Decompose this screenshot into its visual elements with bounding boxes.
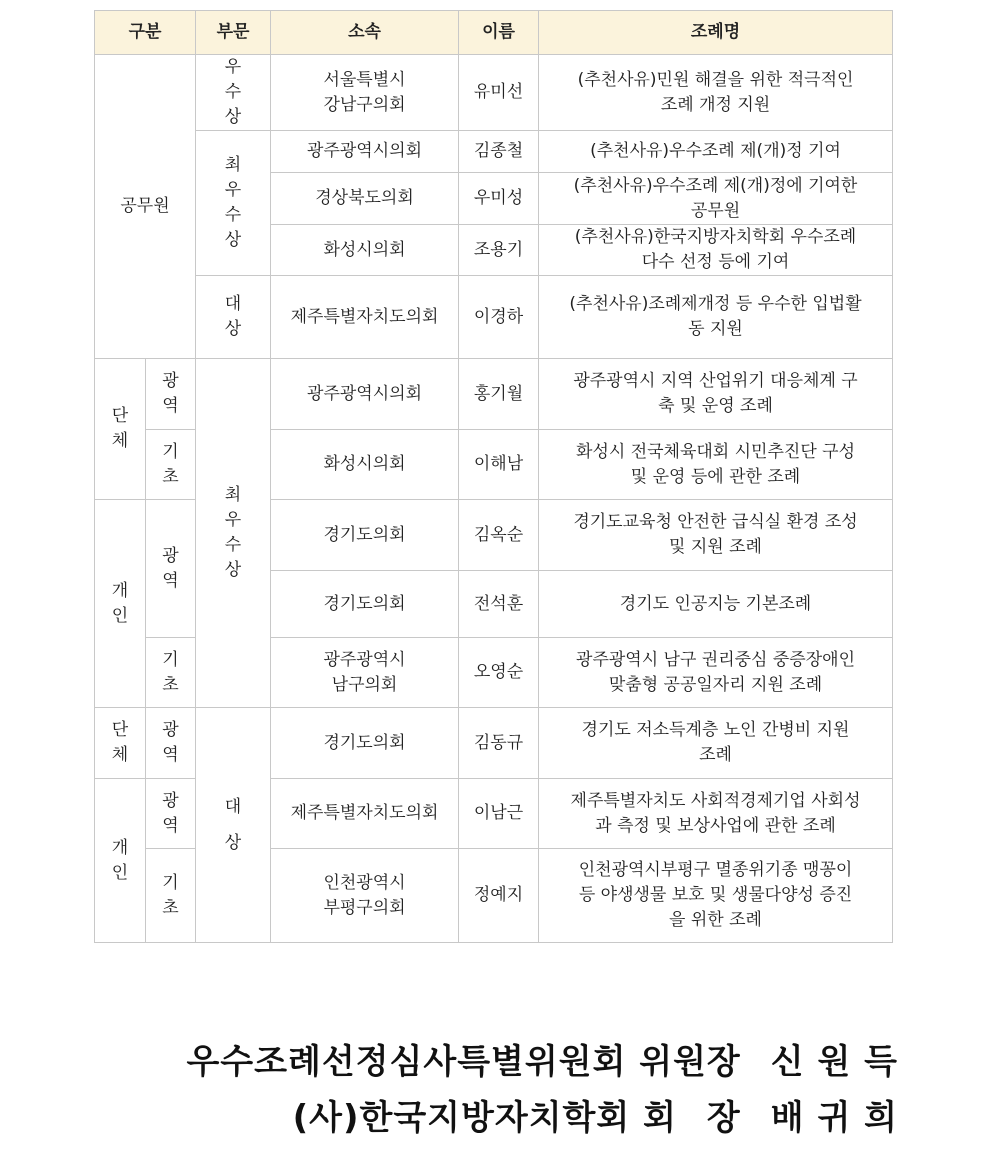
- award-grand-prize: 대상: [196, 276, 271, 359]
- affiliation-cell: 제주특별자치도의회: [271, 779, 459, 849]
- affiliation-cell: 광주광역시의회: [271, 359, 459, 430]
- group-organization: 단체: [95, 708, 146, 779]
- ordinance-cell: 경기도교육청 안전한 급식실 환경 조성 및 지원 조례: [539, 500, 893, 571]
- table-row: [95, 55, 893, 131]
- group-public-official: 공무원: [95, 55, 196, 359]
- award-grand-prize: 대상: [196, 708, 271, 943]
- name-cell: 오영순: [459, 638, 539, 708]
- header-category: 구분: [95, 11, 196, 55]
- committee-chair-name: 신 원 득: [770, 1042, 898, 1082]
- ordinance-cell: 광주광역시 남구 권리중심 중증장애인 맞춤형 공공일자리 지원 조례: [539, 638, 893, 708]
- table-row: [95, 708, 893, 779]
- level-metropolitan: 광역: [146, 708, 196, 779]
- ordinance-cell: 경기도 저소득계층 노인 간병비 지원 조례: [539, 708, 893, 779]
- name-cell: 이남근: [459, 779, 539, 849]
- name-cell: 조용기: [459, 225, 539, 276]
- level-metropolitan: 광역: [146, 500, 196, 638]
- table-row: [95, 359, 893, 430]
- header-affiliation: 소속: [271, 11, 459, 55]
- name-cell: 유미선: [459, 55, 539, 131]
- level-metropolitan: 광역: [146, 359, 196, 430]
- ordinance-cell: 광주광역시 지역 산업위기 대응체계 구 축 및 운영 조례: [539, 359, 893, 430]
- affiliation-cell: 제주특별자치도의회: [271, 276, 459, 359]
- award-grand-excellence: 최우수상: [196, 359, 271, 708]
- group-individual: 개인: [95, 779, 146, 943]
- ordinance-cell: 인천광역시부평구 멸종위기종 맹꽁이 등 야생생물 보호 및 생물다양성 증진 을 위한 조례: [539, 849, 893, 943]
- ordinance-cell: 경기도 인공지능 기본조례: [539, 571, 893, 638]
- affiliation-cell: 경기도의회: [271, 571, 459, 638]
- table-row: [95, 131, 893, 173]
- ordinance-cell: 화성시 전국체육대회 시민추진단 구성 및 운영 등에 관한 조례: [539, 430, 893, 500]
- affiliation-cell: 화성시의회: [271, 225, 459, 276]
- affiliation-cell: 경기도의회: [271, 500, 459, 571]
- name-cell: 정예지: [459, 849, 539, 943]
- name-cell: 김동규: [459, 708, 539, 779]
- group-individual: 개인: [95, 500, 146, 708]
- group-organization: 단체: [95, 359, 146, 500]
- ordinance-cell: (추천사유)우수조례 제(개)정 기여: [539, 131, 893, 173]
- affiliation-cell: 경상북도의회: [271, 173, 459, 225]
- name-cell: 이경하: [459, 276, 539, 359]
- name-cell: 김종철: [459, 131, 539, 173]
- affiliation-cell: 화성시의회: [271, 430, 459, 500]
- committee-title: 우수조례선정심사특별위원회 위원장: [186, 1042, 741, 1082]
- ordinance-cell: (추천사유)한국지방자치학회 우수조례 다수 선정 등에 기여: [539, 225, 893, 276]
- level-metropolitan: 광역: [146, 779, 196, 849]
- level-basic: 기초: [146, 430, 196, 500]
- header-ordinance: 조례명: [539, 11, 893, 55]
- level-basic: 기초: [146, 849, 196, 943]
- ordinance-cell: (추천사유)민원 해결을 위한 적극적인 조례 개정 지원: [539, 55, 893, 131]
- affiliation-cell: 경기도의회: [271, 708, 459, 779]
- affiliation-cell: 광주광역시의회: [271, 131, 459, 173]
- award-excellence: 우수상: [196, 55, 271, 131]
- association-position: 장: [706, 1098, 741, 1138]
- affiliation-cell: 인천광역시 부평구의회: [271, 849, 459, 943]
- name-cell: 이해남: [459, 430, 539, 500]
- awards-table: [94, 10, 893, 943]
- association-president-name: 배 귀 희: [770, 1098, 898, 1138]
- name-cell: 전석훈: [459, 571, 539, 638]
- affiliation-cell: 광주광역시 남구의회: [271, 638, 459, 708]
- ordinance-cell: (추천사유)조례제개정 등 우수한 입법활 동 지원: [539, 276, 893, 359]
- ordinance-cell: (추천사유)우수조례 제(개)정에 기여한 공무원: [539, 173, 893, 225]
- association-title: (사)한국지방자치학회 회: [292, 1098, 677, 1138]
- affiliation-cell: 서울특별시 강남구의회: [271, 55, 459, 131]
- name-cell: 홍기월: [459, 359, 539, 430]
- table-row: [95, 276, 893, 359]
- table-header-row: [95, 11, 893, 55]
- header-section: 부문: [196, 11, 271, 55]
- level-basic: 기초: [146, 638, 196, 708]
- signature-line-association-president: [293, 1090, 898, 1139]
- name-cell: 김옥순: [459, 500, 539, 571]
- award-grand-excellence: 최우수상: [196, 131, 271, 276]
- header-name: 이름: [459, 11, 539, 55]
- ordinance-cell: 제주특별자치도 사회적경제기업 사회성 과 측정 및 보상사업에 관한 조례: [539, 779, 893, 849]
- signature-line-committee-chair: [186, 1034, 898, 1083]
- name-cell: 우미성: [459, 173, 539, 225]
